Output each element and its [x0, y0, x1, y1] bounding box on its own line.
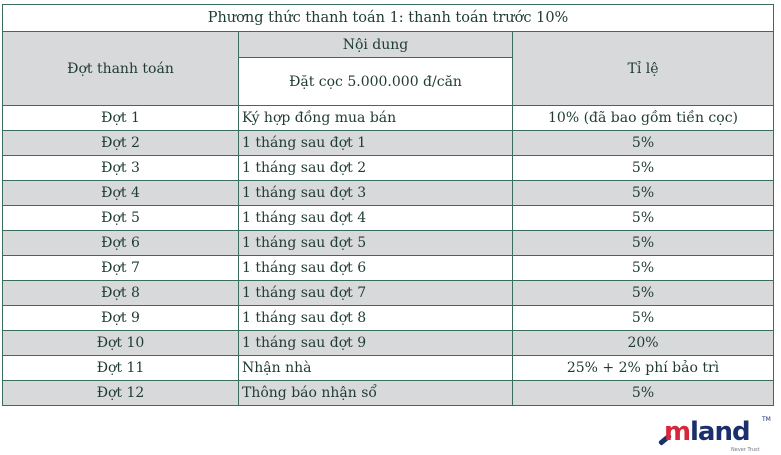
- logo-trademark: TM: [762, 416, 771, 423]
- table-row: [3, 381, 774, 406]
- cell-ti-le: 5%: [513, 156, 774, 181]
- cell-ti-le: 5%: [513, 256, 774, 281]
- cell-noi-dung: 1 tháng sau đợt 9: [239, 331, 513, 356]
- cell-ti-le: 5%: [513, 231, 774, 256]
- cell-dot: Đợt 10: [3, 331, 239, 356]
- cell-dot: Đợt 8: [3, 281, 239, 306]
- cell-noi-dung: 1 tháng sau đợt 6: [239, 256, 513, 281]
- logo-land-text: land: [690, 417, 750, 447]
- cell-dot: Đợt 2: [3, 131, 239, 156]
- logo-tagline: Never Trust: [731, 447, 760, 453]
- table-row: [3, 106, 774, 131]
- cell-ti-le: 5%: [513, 131, 774, 156]
- logo-m-letter: m: [664, 417, 691, 447]
- cell-noi-dung: 1 tháng sau đợt 1: [239, 131, 513, 156]
- cell-noi-dung: Thông báo nhận sổ: [239, 381, 513, 406]
- cell-dot: Đợt 11: [3, 356, 239, 381]
- header-ti-le: Tỉ lệ: [513, 32, 774, 106]
- cell-ti-le: 5%: [513, 206, 774, 231]
- table-row: [3, 256, 774, 281]
- cell-dot: Đợt 6: [3, 231, 239, 256]
- table-row: [3, 231, 774, 256]
- cell-dot: Đợt 9: [3, 306, 239, 331]
- cell-ti-le: 5%: [513, 381, 774, 406]
- header-dot-thanh-toan: Đợt thanh toán: [3, 32, 239, 106]
- header-row: [3, 32, 774, 58]
- cell-ti-le: 25% + 2% phí bảo trì: [513, 356, 774, 381]
- table-title-row: [3, 5, 774, 32]
- table-title: Phương thức thanh toán 1: thanh toán trước 10%: [3, 5, 774, 32]
- table-row: [3, 206, 774, 231]
- cell-noi-dung: 1 tháng sau đợt 8: [239, 306, 513, 331]
- cell-ti-le: 5%: [513, 181, 774, 206]
- cell-noi-dung: Ký hợp đồng mua bán: [239, 106, 513, 131]
- cell-ti-le: 10% (đã bao gồm tiền cọc): [513, 106, 774, 131]
- table-row: [3, 131, 774, 156]
- cell-dot: Đợt 5: [3, 206, 239, 231]
- cell-noi-dung: Nhận nhà: [239, 356, 513, 381]
- table-row: [3, 331, 774, 356]
- cell-noi-dung: 1 tháng sau đợt 7: [239, 281, 513, 306]
- cell-dot: Đợt 4: [3, 181, 239, 206]
- cell-dot: Đợt 12: [3, 381, 239, 406]
- cell-dot: Đợt 1: [3, 106, 239, 131]
- table-row: [3, 181, 774, 206]
- table-row: [3, 356, 774, 381]
- payment-schedule-table: [2, 4, 774, 406]
- cell-noi-dung: 1 tháng sau đợt 2: [239, 156, 513, 181]
- cell-noi-dung: 1 tháng sau đợt 5: [239, 231, 513, 256]
- cell-dot: Đợt 3: [3, 156, 239, 181]
- cell-ti-le: 5%: [513, 306, 774, 331]
- table-row: [3, 281, 774, 306]
- cell-noi-dung: 1 tháng sau đợt 4: [239, 206, 513, 231]
- cell-ti-le: 5%: [513, 281, 774, 306]
- cell-ti-le: 20%: [513, 331, 774, 356]
- table-row: [3, 156, 774, 181]
- mland-logo: [664, 413, 774, 453]
- table-row: [3, 306, 774, 331]
- cell-noi-dung: 1 tháng sau đợt 3: [239, 181, 513, 206]
- cell-dot: Đợt 7: [3, 256, 239, 281]
- header-deposit: Đặt cọc 5.000.000 đ/căn: [239, 58, 513, 106]
- header-noi-dung: Nội dung: [239, 32, 513, 58]
